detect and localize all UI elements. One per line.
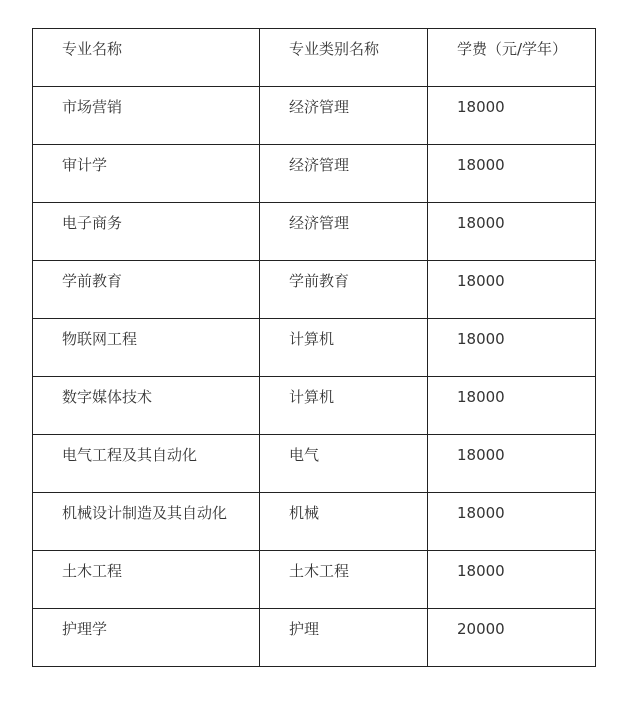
major-name-cell: 机械设计制造及其自动化: [33, 493, 260, 551]
major-name-cell: 审计学: [33, 145, 260, 203]
table-row: [33, 319, 596, 377]
major-name-cell: 电气工程及其自动化: [33, 435, 260, 493]
table-row: [33, 203, 596, 261]
table-row: [33, 377, 596, 435]
major-name-cell: 土木工程: [33, 551, 260, 609]
tuition-cell: 18000: [428, 493, 596, 551]
major-category-cell: 电气: [260, 435, 428, 493]
major-name-cell: 市场营销: [33, 87, 260, 145]
table-header-row: [33, 29, 596, 87]
table-row: [33, 493, 596, 551]
tuition-cell: 18000: [428, 319, 596, 377]
major-name-cell: 学前教育: [33, 261, 260, 319]
major-name-cell: 护理学: [33, 609, 260, 667]
tuition-table: [32, 28, 596, 667]
major-category-cell: 土木工程: [260, 551, 428, 609]
table-row: [33, 87, 596, 145]
header-major-category: 专业类别名称: [260, 29, 428, 87]
major-category-cell: 计算机: [260, 377, 428, 435]
tuition-cell: 18000: [428, 551, 596, 609]
table-row: [33, 551, 596, 609]
major-name-cell: 数字媒体技术: [33, 377, 260, 435]
major-name-cell: 电子商务: [33, 203, 260, 261]
tuition-cell: 18000: [428, 203, 596, 261]
table-row: [33, 145, 596, 203]
major-category-cell: 机械: [260, 493, 428, 551]
tuition-cell: 18000: [428, 261, 596, 319]
major-category-cell: 经济管理: [260, 87, 428, 145]
major-name-cell: 物联网工程: [33, 319, 260, 377]
major-category-cell: 学前教育: [260, 261, 428, 319]
header-tuition: 学费（元/学年）: [428, 29, 596, 87]
tuition-cell: 18000: [428, 377, 596, 435]
major-category-cell: 护理: [260, 609, 428, 667]
table-row: [33, 261, 596, 319]
tuition-cell: 18000: [428, 145, 596, 203]
tuition-cell: 18000: [428, 435, 596, 493]
major-category-cell: 经济管理: [260, 145, 428, 203]
table-row: [33, 609, 596, 667]
table-row: [33, 435, 596, 493]
tuition-cell: 18000: [428, 87, 596, 145]
major-category-cell: 计算机: [260, 319, 428, 377]
major-category-cell: 经济管理: [260, 203, 428, 261]
header-major-name: 专业名称: [33, 29, 260, 87]
tuition-cell: 20000: [428, 609, 596, 667]
